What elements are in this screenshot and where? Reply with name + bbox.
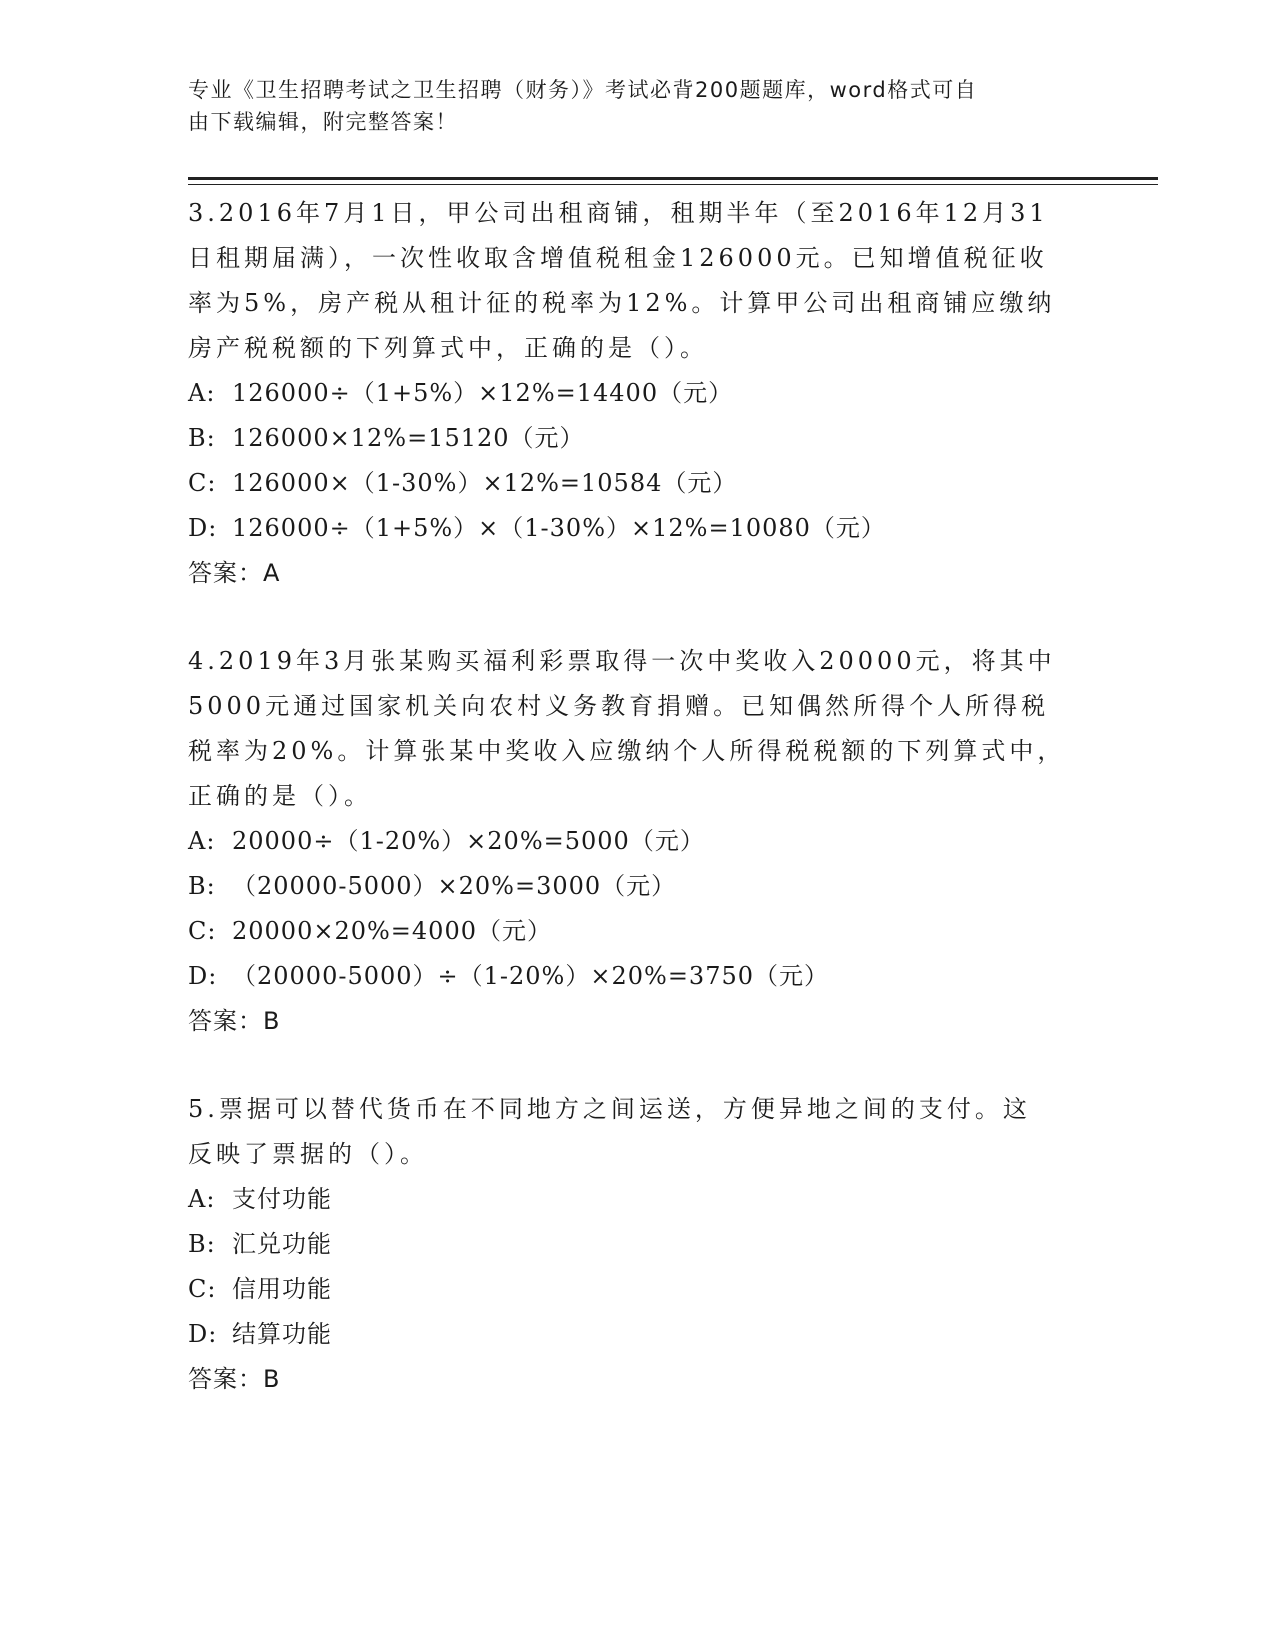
question-3-option-d [188,506,1088,551]
option-letter: D: [188,962,218,990]
question-3-line-2: 日租期届满），一次性收取含增值税租金126000元。已知增值税征收 [188,244,1048,272]
option-text: 汇兑功能 [232,1230,332,1258]
option-letter: A: [188,1185,216,1213]
option-text: 20000÷（1-20%）×20%=5000（元） [232,827,705,855]
question-4-option-a [188,819,1088,864]
question-list [188,191,1088,1445]
question-5-option-c [188,1267,1088,1312]
option-letter: A: [188,379,216,407]
option-letter: C: [188,469,217,497]
question-3 [188,191,1088,596]
option-letter: B: [188,1230,216,1258]
option-text: 126000×（1-30%）×12%=10584（元） [232,469,738,497]
option-letter: C: [188,917,217,945]
option-letter: D: [188,1320,218,1348]
option-text: 支付功能 [232,1185,332,1213]
question-3-line-3: 率为5%，房产税从租计征的税率为12%。计算甲公司出租商铺应缴纳 [188,289,1056,317]
header-line-1: 专业《卫生招聘考试之卫生招聘（财务）》考试必背200题题库，word格式可自 [188,78,978,102]
option-letter: A: [188,827,216,855]
question-5 [188,1087,1088,1402]
header-divider-thick [188,177,1158,180]
question-4-option-d [188,954,1088,999]
question-4-answer: 答案：B [188,1007,281,1035]
question-4-line-1: 4.2019年3月张某购买福利彩票取得一次中奖收入20000元，将其中 [188,647,1056,675]
option-text: 126000÷（1+5%）×（1-30%）×12%=10080（元） [232,514,886,542]
question-4-line-3: 税率为20%。计算张某中奖收入应缴纳个人所得税税额的下列算式中， [188,737,1066,765]
question-4-option-b [188,864,1088,909]
option-text: 信用功能 [232,1275,332,1303]
question-3-option-b [188,416,1088,461]
question-5-option-b [188,1222,1088,1267]
question-3-line-4: 房产税税额的下列算式中，正确的是（）。 [188,334,708,362]
question-4-option-c [188,909,1088,954]
option-letter: D: [188,514,218,542]
option-text: 126000×12%=15120（元） [232,424,585,452]
header-line-2: 由下载编辑，附完整答案！ [188,110,458,134]
question-5-answer: 答案：B [188,1365,281,1393]
question-3-line-1: 3.2016年7月1日，甲公司出租商铺，租期半年（至2016年12月31 [188,199,1049,227]
question-5-line-2: 反映了票据的（）。 [188,1140,428,1168]
option-text: 结算功能 [232,1320,332,1348]
question-5-option-d [188,1312,1088,1357]
option-letter: B: [188,424,216,452]
option-text: （20000-5000）×20%=3000（元） [232,872,677,900]
document-header [188,74,1068,138]
option-letter: C: [188,1275,217,1303]
question-5-line-1: 5.票据可以替代货币在不同地方之间运送，方便异地之间的支付。这 [188,1095,1031,1123]
question-3-option-a [188,371,1088,416]
question-4-line-2: 5000元通过国家机关向农村义务教育捐赠。已知偶然所得个人所得税 [188,692,1050,720]
option-text: 20000×20%=4000（元） [232,917,552,945]
question-3-option-c [188,461,1088,506]
option-text: （20000-5000）÷（1-20%）×20%=3750（元） [232,962,830,990]
question-3-answer: 答案：A [188,559,281,587]
header-divider-thin [188,184,1158,185]
option-text: 126000÷（1+5%）×12%=14400（元） [232,379,734,407]
option-letter: B: [188,872,216,900]
question-4-line-4: 正确的是（）。 [188,782,372,810]
question-5-option-a [188,1177,1088,1222]
question-4 [188,639,1088,1044]
